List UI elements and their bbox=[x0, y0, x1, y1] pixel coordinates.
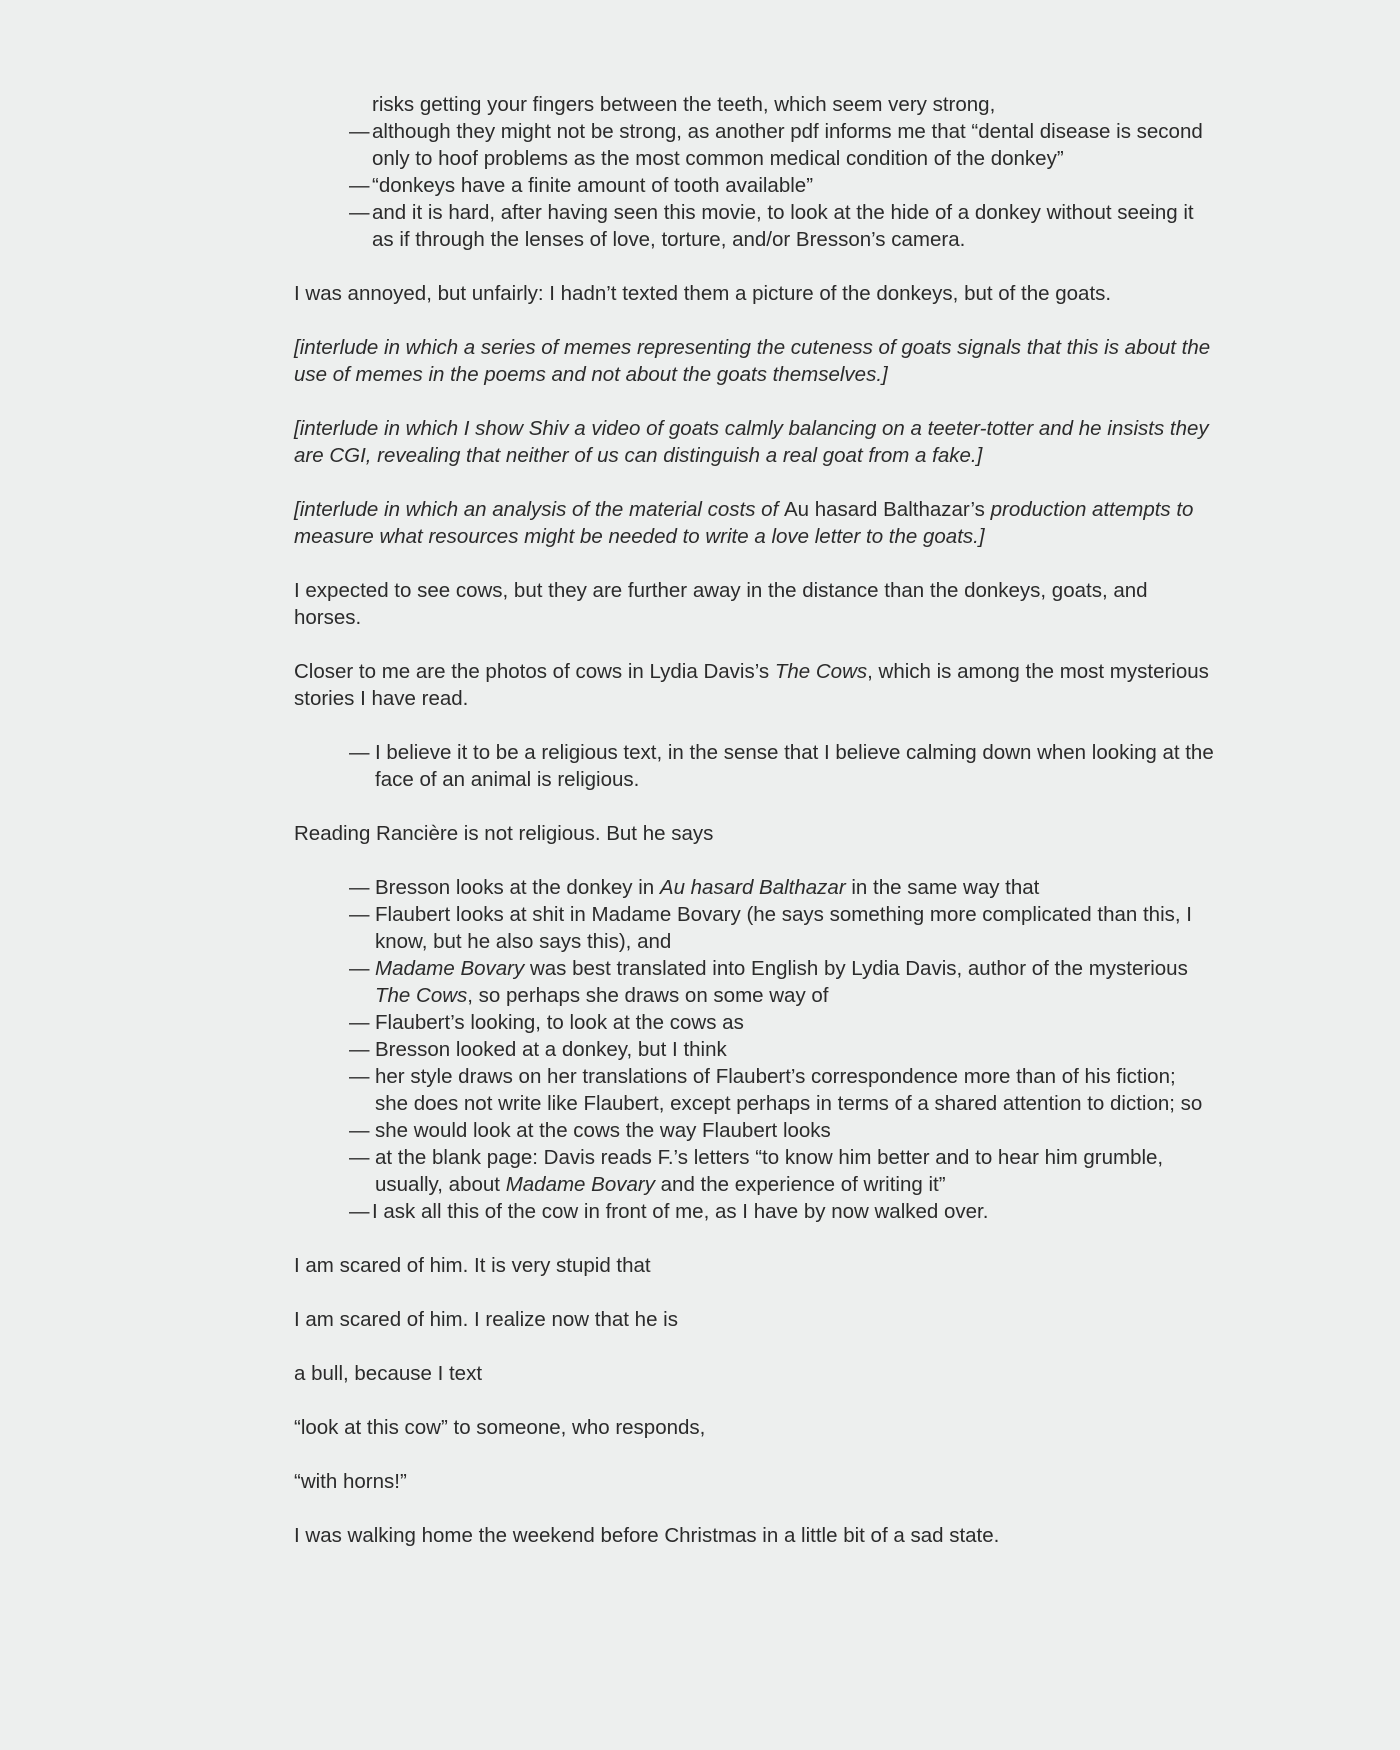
dash-icon: — bbox=[349, 876, 370, 899]
interlude-costs: [interlude in which an analysis of the material costs of Au hasard Balthazar’s production attempts to measure what resources might be needed to write a love letter to the goats.] bbox=[294, 498, 1194, 548]
paragraph-closer: Closer to me are the photos of cows in Lydia Davis’s The Cows, which is among the most mysterious stories I have read. bbox=[294, 660, 1209, 710]
continuation-line: risks getting your fingers between the teeth, which seem very strong, bbox=[372, 93, 996, 116]
paragraph-scared-2: I am scared of him. I realize now that he is bbox=[294, 1308, 678, 1331]
dash-icon: — bbox=[349, 1200, 370, 1223]
body-text bbox=[294, 91, 1214, 1576]
religious-bullet-list bbox=[294, 739, 1214, 793]
film-title: Au hasard Balthazar’s bbox=[783, 498, 985, 521]
paragraph-annoyed: I was annoyed, but unfairly: I hadn’t texted them a picture of the donkeys, but of the goats. bbox=[294, 282, 1112, 305]
list-item: — Bresson looks at the donkey in Au hasard Balthazar in the same way that bbox=[349, 876, 1040, 899]
dash-icon: — bbox=[349, 1065, 370, 1088]
list-item: — Bresson looked at a donkey, but I think bbox=[349, 1038, 727, 1061]
list-item: — “donkeys have a finite amount of tooth available” bbox=[349, 174, 814, 197]
dash-icon: — bbox=[349, 1119, 370, 1142]
dash-icon: — bbox=[349, 174, 370, 197]
dash-icon: — bbox=[349, 741, 370, 764]
book-title: The Cows bbox=[774, 660, 868, 683]
interlude-memes: [interlude in which a series of memes representing the cuteness of goats signals that this is about the use of memes in the poems and not about the goats themselves.] bbox=[294, 336, 1211, 386]
dash-icon: — bbox=[349, 957, 370, 980]
list-item: — she would look at the cows the way Flaubert looks bbox=[349, 1119, 831, 1142]
ranciere-bullet-list bbox=[294, 874, 1214, 1225]
top-bullet-list bbox=[294, 91, 1214, 253]
list-item: — her style draws on her translations of Flaubert’s correspondence more than of his fiction; she does not write like Flaubert, except perhaps in terms of a shared attention to diction; so bbox=[349, 1065, 1203, 1115]
dash-icon: — bbox=[349, 1038, 370, 1061]
dash-icon: — bbox=[349, 201, 370, 224]
paragraph-scared-1: I am scared of him. It is very stupid that bbox=[294, 1254, 651, 1277]
paragraph-bull: a bull, because I text bbox=[294, 1362, 483, 1385]
dash-icon: — bbox=[349, 1011, 370, 1034]
interlude-shiv: [interlude in which I show Shiv a video of goats calmly balancing on a teeter-totter and he insists they are CGI, revealing that neither of us can distinguish a real goat from a fake.] bbox=[294, 417, 1209, 467]
paragraph-expected: I expected to see cows, but they are further away in the distance than the donkeys, goats, and horses. bbox=[294, 579, 1148, 629]
list-item: — although they might not be strong, as another pdf informs me that “dental disease is second only to hoof problems as the most common medical condition of the donkey” bbox=[349, 120, 1203, 170]
paragraph-walking: I was walking home the weekend before Christmas in a little bit of a sad state. bbox=[294, 1524, 1000, 1547]
dash-icon: — bbox=[349, 1146, 370, 1169]
list-item: — and it is hard, after having seen this movie, to look at the hide of a donkey without seeing it as if through the lenses of love, torture, and/or Bresson’s camera. bbox=[349, 201, 1194, 251]
list-item: — Madame Bovary was best translated into English by Lydia Davis, author of the mysterious The Cows, so perhaps she draws on some way of bbox=[349, 957, 1188, 1007]
paragraph-look: “look at this cow” to someone, who responds, bbox=[294, 1416, 706, 1439]
paragraph-ranciere: Reading Rancière is not religious. But he says bbox=[294, 822, 714, 845]
dash-icon: — bbox=[349, 903, 370, 926]
list-item: — Flaubert’s looking, to look at the cows as bbox=[349, 1011, 744, 1034]
list-item: — I believe it to be a religious text, in the sense that I believe calming down when looking at the face of an animal is religious. bbox=[349, 741, 1214, 791]
list-item: — Flaubert looks at shit in Madame Bovary (he says something more complicated than this, I know, but he also says this), and bbox=[349, 903, 1192, 953]
dash-icon: — bbox=[349, 120, 370, 143]
paragraph-horns: “with horns!” bbox=[294, 1470, 407, 1493]
list-item: — at the blank page: Davis reads F.’s letters “to know him better and to hear him grumble, usually, about Madame Bovary and the experience of writing it” bbox=[349, 1146, 1164, 1196]
list-item: — I ask all this of the cow in front of me, as I have by now walked over. bbox=[349, 1200, 989, 1223]
